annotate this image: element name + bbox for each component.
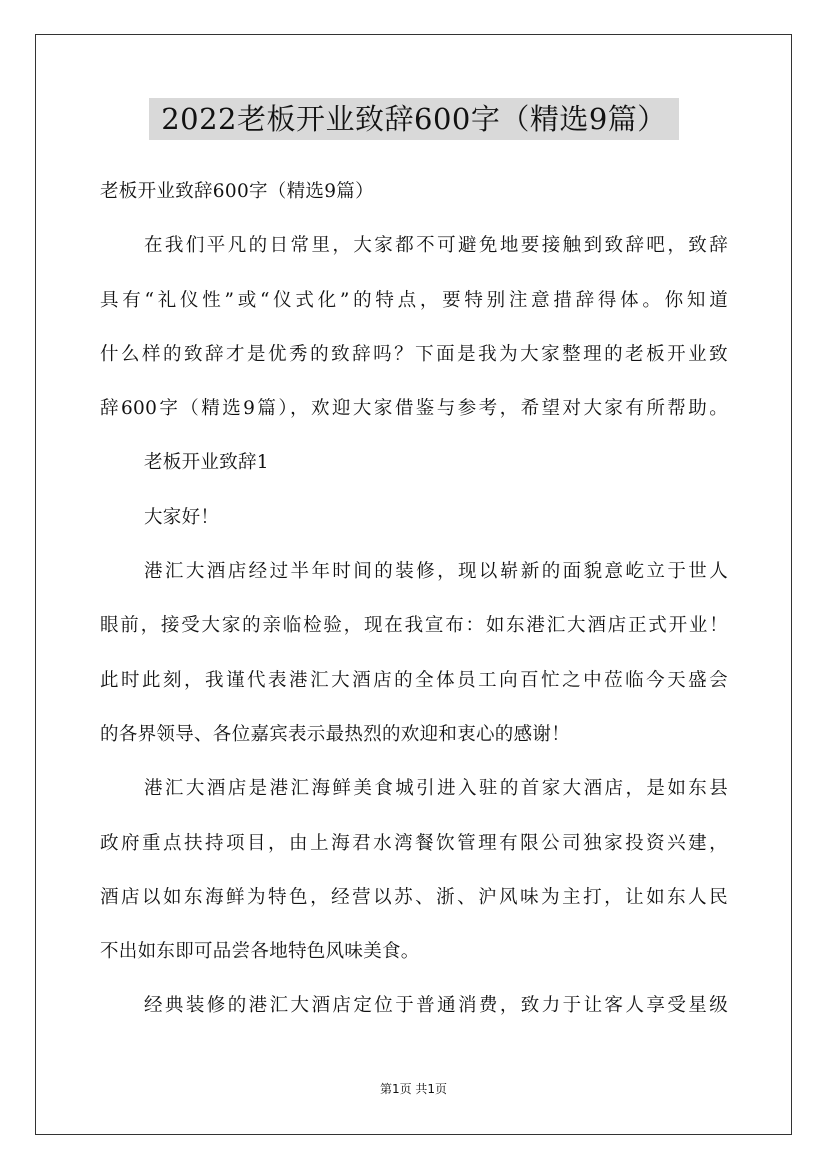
text-line: 辞600字（精选9篇），欢迎大家借鉴与参考，希望对大家有所帮助。 [100,398,728,420]
text-line: 经典装修的港汇大酒店定位于普通消费，致力于让客人享受星级 [144,995,728,1017]
text-line: 什么样的致辞才是优秀的致辞吗？下面是我为大家整理的老板开业致 [100,343,728,365]
text-line: 此时此刻，我谨代表港汇大酒店的全体员工向百忙之中莅临今天盛会 [100,669,728,691]
text-line: 的各界领导、各位嘉宾表示最热烈的欢迎和衷心的感谢！ [100,723,571,745]
text-line: 眼前，接受大家的亲临检验，现在我宣布：如东港汇大酒店正式开业！ [100,615,728,637]
text-line: 具有“礼仪性”或“仪式化”的特点，要特别注意措辞得体。你知道 [100,289,728,311]
text-line: 政府重点扶持项目，由上海君水湾餐饮管理有限公司独家投资兴建， [100,832,728,854]
text-line-greeting: 大家好！ [144,506,220,528]
document-body [100,165,728,1034]
text-line: 港汇大酒店是港汇海鲜美食城引进入驻的首家大酒店，是如东县 [144,778,728,800]
text-line: 不出如东即可品尝各地特色风味美食。 [100,941,420,963]
text-line: 在我们平凡的日常里，大家都不可避免地要接触到致辞吧，致辞 [144,235,728,257]
text-line: 港汇大酒店经过半年时间的装修，现以崭新的面貌意屹立于世人 [144,561,728,583]
page-footer: 第1页 共1页 [379,1082,448,1096]
text-line: 酒店以如东海鲜为特色，经营以苏、浙、沪风味为主打，让如东人民 [100,886,728,908]
text-line-heading: 老板开业致辞1 [144,452,269,474]
document-title: 2022老板开业致辞600字（精选9篇） [149,98,679,140]
text-line-subtitle: 老板开业致辞600字（精选9篇） [100,181,374,202]
